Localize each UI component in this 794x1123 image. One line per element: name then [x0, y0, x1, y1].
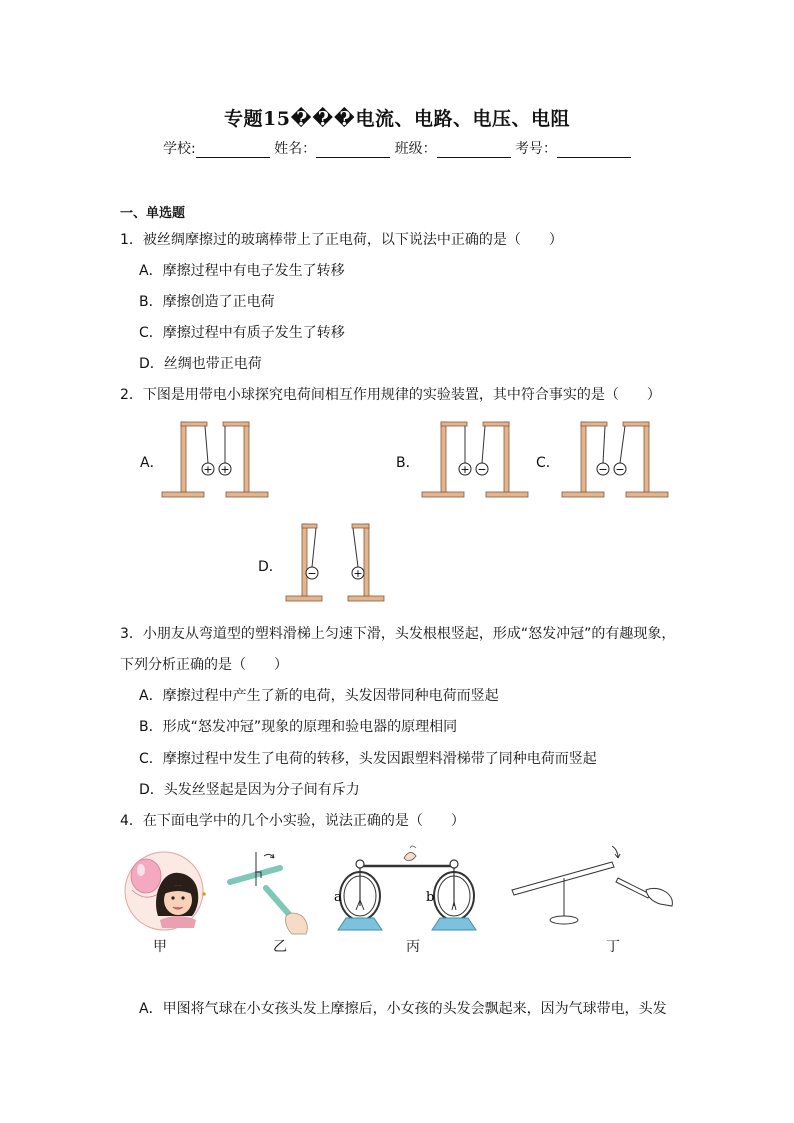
question-1-option-b: B．摩擦创造了正电荷 [139, 294, 275, 310]
charge-c-right: − [615, 463, 625, 476]
section-heading: 一、单选题 [120, 206, 186, 221]
question-1-option-a: A．摩擦过程中有电子发生了转移 [139, 263, 345, 279]
question-1-stem: 1．被丝绸摩擦过的玻璃棒带上了正电荷，以下说法中正确的是（ ） [120, 232, 563, 248]
caption-ding: 丁 [606, 939, 620, 955]
caption-yi: 乙 [273, 939, 287, 955]
exam-no-blank [557, 143, 631, 158]
school-label: 学校: [162, 141, 196, 157]
figure-label-c: C． [536, 455, 560, 471]
class-label: 班级： [394, 141, 437, 157]
class-blank [437, 143, 511, 158]
question-3-stem-line-2: 下列分析正确的是（ ） [120, 657, 288, 673]
question-2-stem: 2．下图是用带电小球探究电荷间相互作用规律的实验装置，其中符合事实的是（ ） [120, 387, 661, 403]
question-3-option-a: A．摩擦过程中产生了新的电荷，头发因带同种电荷而竖起 [139, 688, 499, 704]
question-1-option-c: C．摩擦过程中有质子发生了转移 [139, 325, 345, 341]
balanced-rod-figure [508, 840, 684, 930]
electroscope-a-label: a [334, 890, 342, 905]
question-3-stem-line-1: 3．小朋友从弯道型的塑料滑梯上匀速下滑，头发根根竖起，形成“怒发冲冠”的有趣现象， [120, 626, 676, 642]
charge-c-left: − [598, 463, 608, 476]
question-1-option-d: D．丝绸也带正电荷 [139, 356, 262, 372]
caption-bing: 丙 [406, 939, 420, 955]
apparatus-b-figure [420, 420, 532, 502]
girl-balloon-figure [122, 850, 206, 932]
caption-jia: 甲 [153, 939, 167, 955]
rods-figure [228, 844, 318, 936]
name-label: 姓名： [274, 141, 317, 157]
page-title: 专题15���电流、电路、电压、电阻 [224, 108, 570, 130]
school-blank [196, 143, 270, 158]
figure-label-b: B． [396, 455, 420, 471]
electroscopes-figure [332, 844, 482, 934]
apparatus-c-figure [560, 420, 672, 502]
apparatus-d-figure [284, 522, 388, 606]
question-3-option-b: B．形成“怒发冲冠”现象的原理和验电器的原理相同 [139, 719, 458, 735]
question-4-stem: 4．在下面电学中的几个小实验，说法正确的是（ ） [120, 813, 465, 829]
electroscope-b-label: b [426, 890, 435, 905]
charge-b-right: − [477, 463, 487, 476]
charge-d-left: − [307, 567, 317, 580]
charge-b-left: + [460, 463, 470, 476]
charge-a-right: + [220, 463, 230, 476]
charge-d-right: + [353, 567, 363, 580]
question-4-option-a: A．甲图将气球在小女孩头发上摩擦后，小女孩的头发会飘起来，因为气球带电，头发 [139, 1001, 667, 1017]
student-info-line [0, 138, 794, 158]
name-blank [316, 143, 390, 158]
figure-label-a: A． [140, 455, 164, 471]
charge-a-left: + [203, 463, 213, 476]
question-3-option-c: C．摩擦过程中发生了电荷的转移，头发因跟塑料滑梯带了同种电荷而竖起 [139, 751, 597, 767]
exam-no-label: 考号： [515, 141, 558, 157]
apparatus-a-figure [160, 420, 272, 502]
figure-label-d: D． [258, 559, 283, 575]
question-3-option-d: D．头发丝竖起是因为分子间有斥力 [139, 782, 360, 798]
